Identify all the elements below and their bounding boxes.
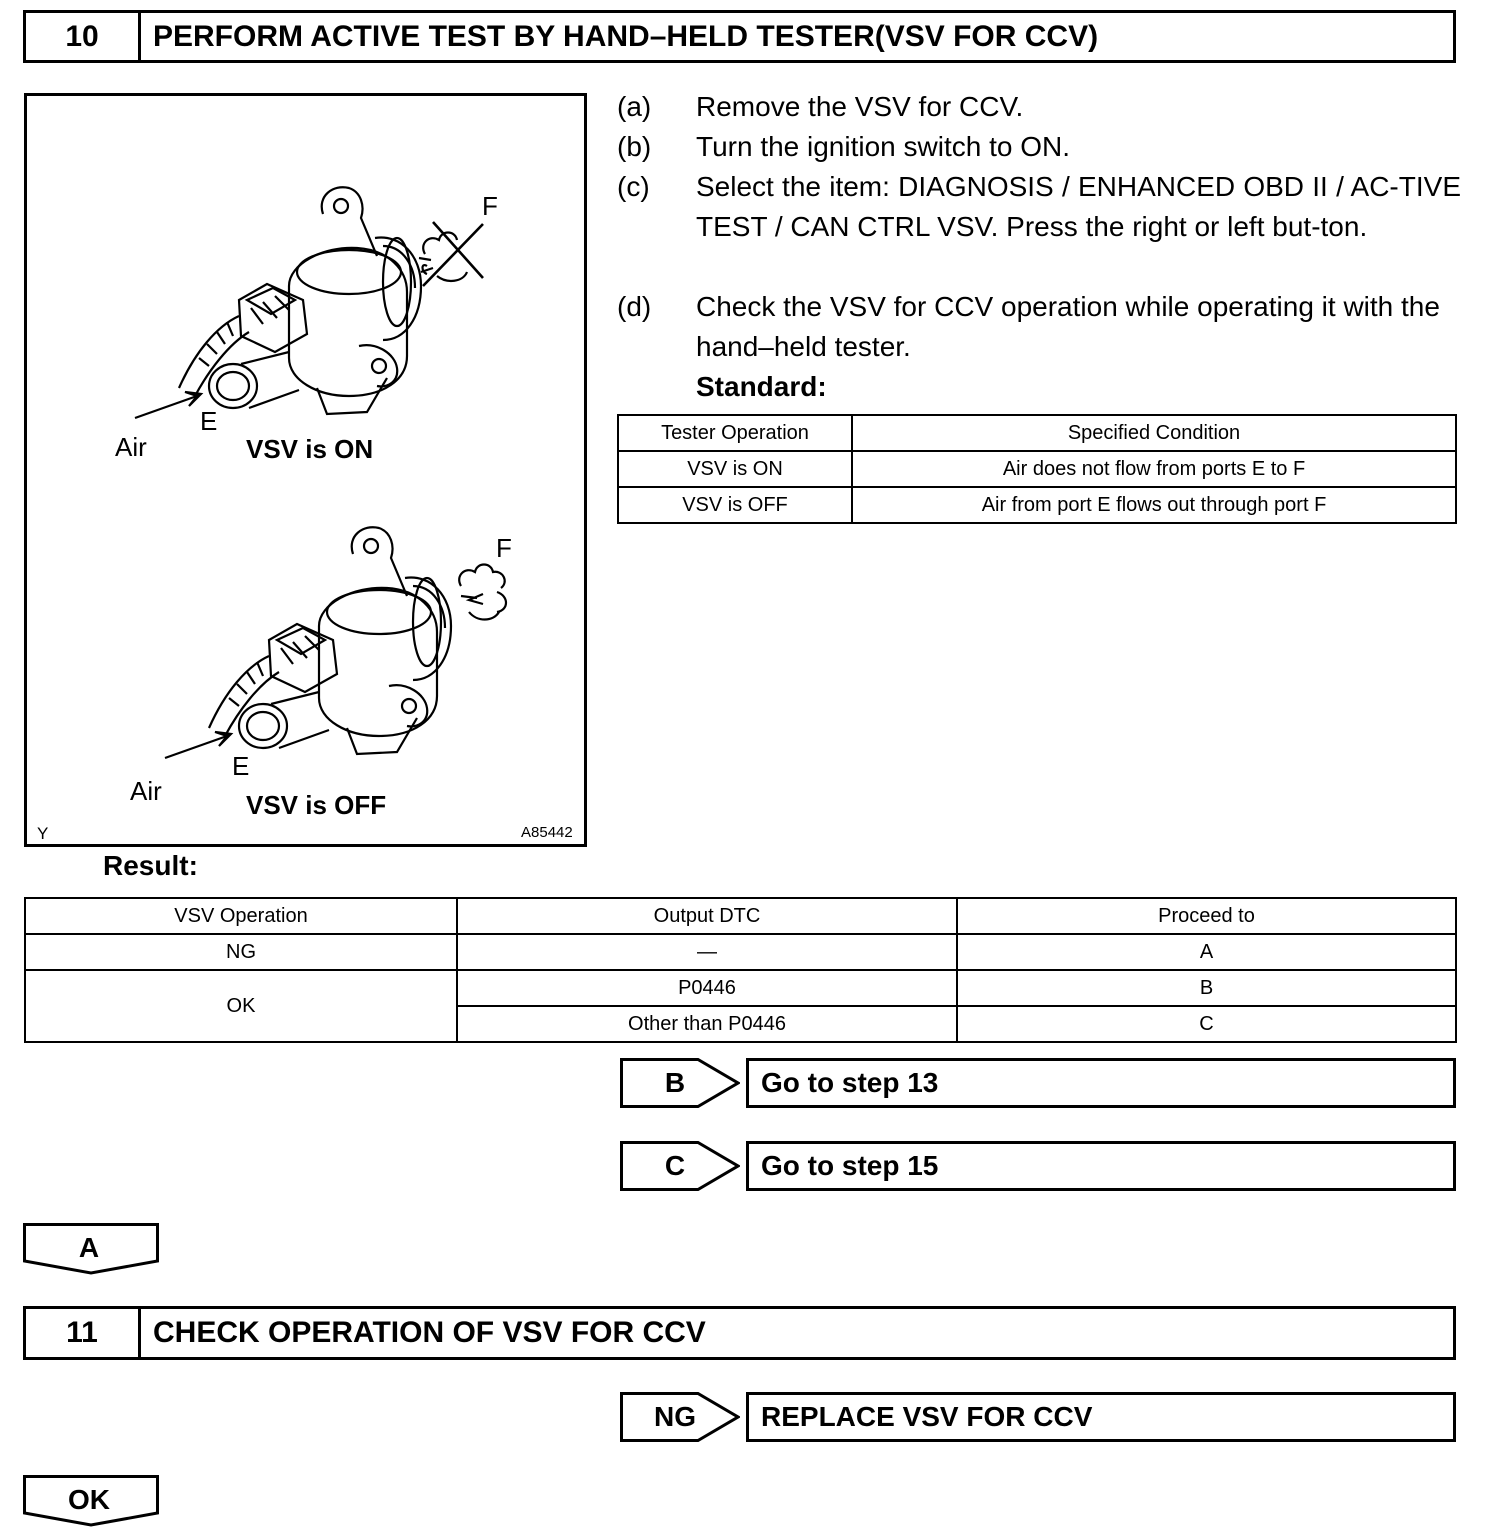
table-row [25, 934, 1456, 970]
table-header-cell: Proceed to [957, 898, 1456, 934]
step-title: CHECK OPERATION OF VSV FOR CCV [153, 1316, 706, 1349]
instruction-text: Check the VSV for CCV operation while operating it with the hand–held tester. [696, 291, 1440, 362]
instruction-d [617, 287, 1462, 367]
standard-label: Standard: [696, 371, 827, 402]
result-table [24, 897, 1457, 1043]
table-cell: C [957, 1006, 1456, 1042]
table-cell: B [957, 970, 1456, 1006]
table-cell: VSV is ON [618, 451, 852, 487]
table-cell: — [457, 934, 957, 970]
on-port-f-label: F [482, 191, 498, 221]
branch-tab-label: C [664, 1150, 686, 1181]
table-row [25, 970, 1456, 1006]
step-title: PERFORM ACTIVE TEST BY HAND–HELD TESTER(VSV FOR CCV) [153, 19, 1099, 53]
table-cell: NG [25, 934, 457, 970]
branch-tab-label: NG [654, 1401, 696, 1432]
instruction-a [617, 87, 1462, 127]
figure-id: A85442 [521, 824, 573, 841]
table-cell: VSV is OFF [618, 487, 852, 523]
table-cell: Air from port E flows out through port F [852, 487, 1456, 523]
on-port-e-label: E [200, 406, 218, 436]
off-port-e-label: E [232, 751, 250, 781]
table-header-cell: Output DTC [457, 898, 957, 934]
branch-ng[interactable] [620, 1392, 1456, 1442]
step-number: 11 [26, 1309, 141, 1357]
instruction-b [617, 127, 1462, 167]
table-header-cell: VSV Operation [25, 898, 457, 934]
continue-a-label[interactable]: A [78, 1232, 100, 1263]
table-cell: OK [25, 970, 457, 1042]
off-caption: VSV is OFF [246, 790, 387, 820]
table-header-cell: Tester Operation [618, 415, 852, 451]
result-label: Result: [103, 850, 198, 881]
instruction-text: Turn the ignition switch to ON. [696, 131, 1071, 162]
vsv-drawing [27, 96, 584, 844]
table-row [618, 487, 1456, 523]
on-air-label: Air [115, 432, 147, 462]
specification-table [617, 414, 1457, 524]
instruction-letter: (d) [617, 291, 652, 322]
instruction-letter: (b) [617, 131, 652, 162]
branch-destination[interactable]: Go to step 13 [746, 1058, 1456, 1108]
off-port-f-label: F [496, 533, 512, 563]
vsv-illustration [24, 93, 587, 847]
branch-c[interactable] [620, 1141, 1456, 1191]
off-air-label: Air [130, 776, 162, 806]
table-row [618, 451, 1456, 487]
branch-tab-label: B [664, 1067, 686, 1098]
step-11-header [23, 1306, 1456, 1360]
instruction-letter: (a) [617, 91, 652, 122]
table-cell: A [957, 934, 1456, 970]
table-cell: Air does not flow from ports E to F [852, 451, 1456, 487]
instruction-c [617, 167, 1462, 287]
table-cell: P0446 [457, 970, 957, 1006]
table-header-row [25, 898, 1456, 934]
continue-ok-label[interactable]: OK [68, 1484, 110, 1515]
instruction-letter: (c) [617, 171, 650, 202]
table-header-row [618, 415, 1456, 451]
step-10-header [23, 10, 1456, 63]
branch-b[interactable] [620, 1058, 1456, 1108]
branch-destination[interactable]: Go to step 15 [746, 1141, 1456, 1191]
on-caption: VSV is ON [246, 434, 374, 464]
instruction-text: Remove the VSV for CCV. [696, 91, 1024, 122]
instruction-text: Select the item: DIAGNOSIS / ENHANCED OBD II / AC-TIVE TEST / CAN CTRL VSV. Press the right or left but-ton. [696, 171, 1461, 242]
branch-destination[interactable]: REPLACE VSV FOR CCV [746, 1392, 1456, 1442]
table-header-cell: Specified Condition [852, 415, 1456, 451]
figure-corner-label: Y [37, 824, 49, 843]
table-cell: Other than P0446 [457, 1006, 957, 1042]
step-number: 10 [26, 13, 141, 60]
